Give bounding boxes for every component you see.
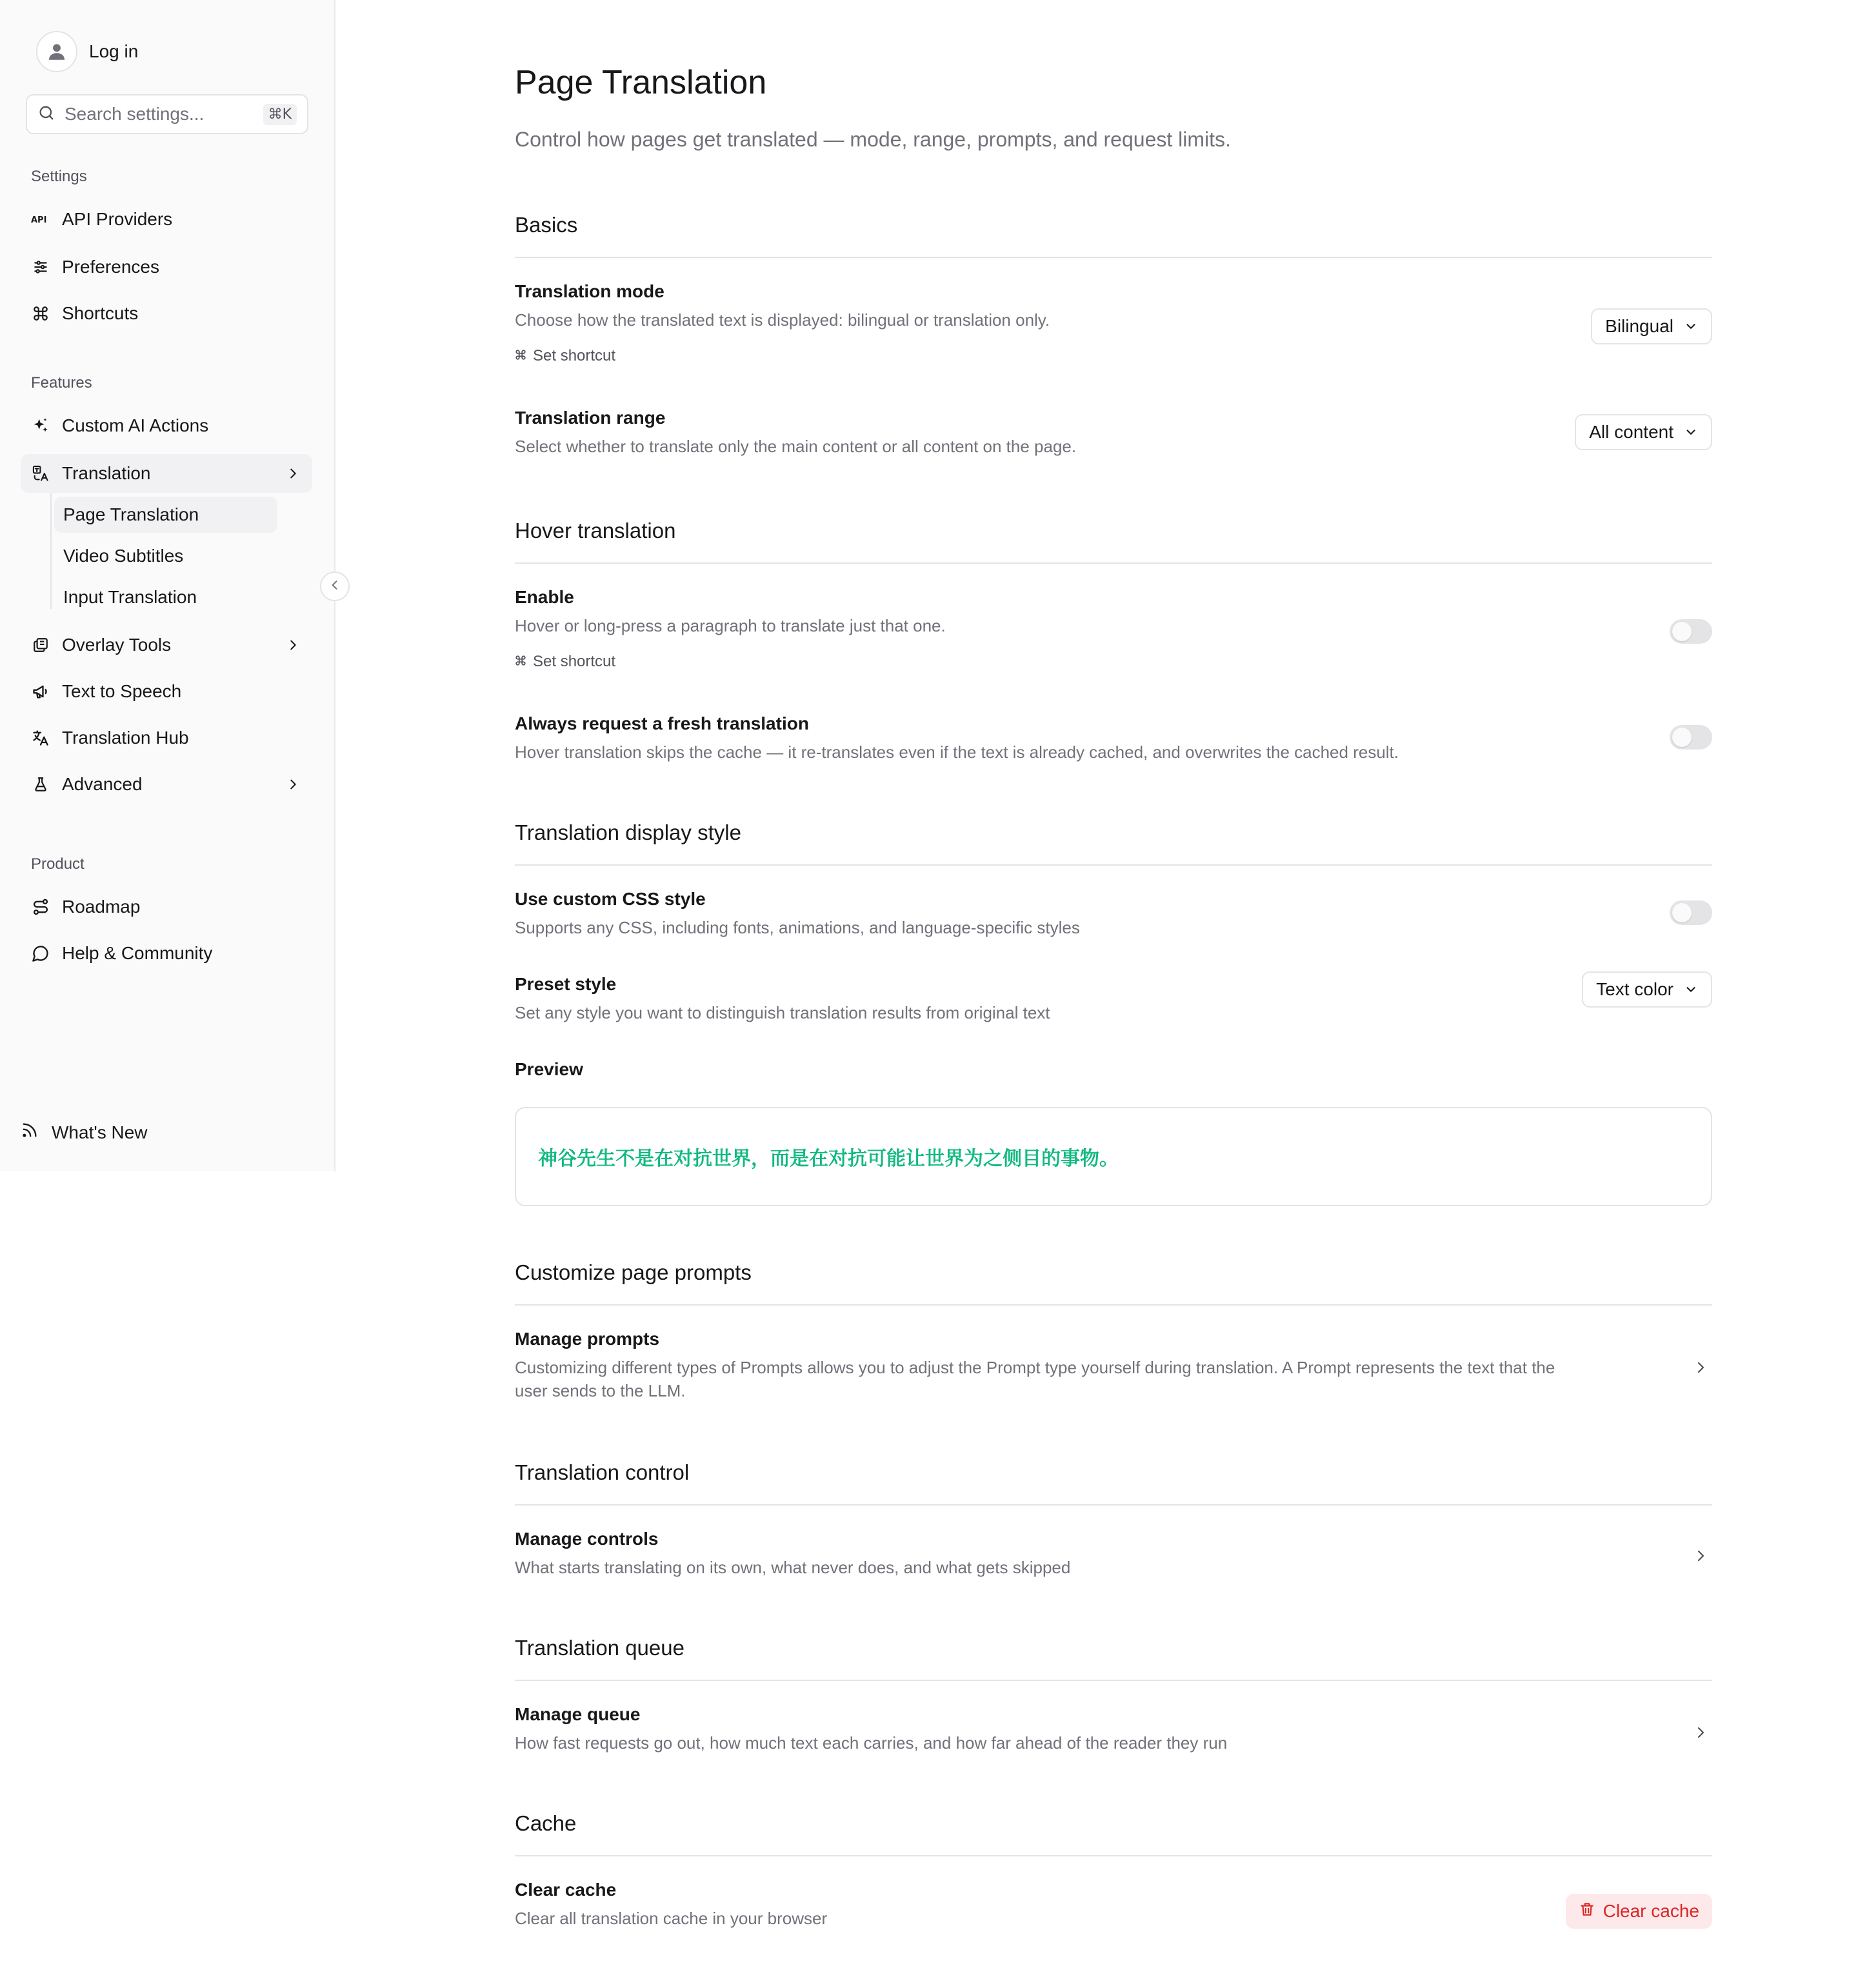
translation-range-select[interactable] [1575,414,1712,450]
hover-enable-label: Enable [515,587,574,607]
section-divider [515,1680,1712,1681]
clear-cache-desc: Clear all translation cache in your browser [515,1909,828,1928]
set-shortcut-label: Set shortcut [533,347,616,364]
sidebar-item-label: Text to Speech [62,681,182,701]
toggle-knob [1672,903,1692,922]
custom-css-toggle[interactable] [1670,900,1712,925]
search-shortcut-badge: ⌘K [263,104,297,125]
languages-icon [31,728,50,748]
flask-icon [31,775,50,794]
custom-css-label: Use custom CSS style [515,889,706,909]
sidebar-item-label: Overlay Tools [62,635,172,655]
chevron-right-icon [284,464,302,482]
sidebar-item-label: Advanced [62,774,143,794]
whats-new-link[interactable] [21,1121,148,1144]
login-label: Log in [89,41,139,61]
search-icon [37,104,55,125]
translation-range-label: Translation range [515,408,666,428]
chat-icon [31,944,50,963]
sidebar-subitem-input-translation[interactable]: Input Translation [63,587,197,607]
sidebar-item-text-to-speech[interactable] [21,672,312,711]
sidebar-item-advanced[interactable] [21,765,312,804]
section-divider [515,257,1712,258]
set-shortcut-label: Set shortcut [533,653,616,670]
preset-style-desc: Set any style you want to distinguish translation results from original text [515,1003,1050,1022]
sidebar-item-label: Shortcuts [62,303,139,323]
clear-cache-label: Clear cache [515,1880,617,1900]
command-icon [515,653,526,671]
fresh-translation-toggle[interactable] [1670,725,1712,750]
toggle-knob [1672,622,1692,641]
chevron-right-icon [284,775,302,793]
sidebar-item-overlay-tools[interactable] [21,626,312,664]
translation-mode-label: Translation mode [515,281,664,301]
clear-cache-button[interactable] [1566,1894,1712,1929]
section-divider [515,1304,1712,1306]
user-avatar-icon [36,31,77,72]
manage-queue-label: Manage queue [515,1704,641,1724]
sidebar-item-custom-ai-actions[interactable] [21,406,312,445]
sidebar-item-label: Roadmap [62,897,141,917]
sliders-icon [31,257,50,277]
preview-label: Preview [515,1059,583,1079]
sidebar-item-label: Translation Hub [62,728,189,748]
section-title-control: Translation control [515,1460,690,1484]
section-divider [515,864,1712,866]
chevron-down-icon [1684,319,1698,333]
section-divider [515,562,1712,564]
group-label-features: Features [31,374,92,392]
sidebar-item-roadmap[interactable] [21,888,312,926]
preview-text: 神谷先生不是在对抗世界，而是在对抗可能让世界为之侧目的事物。 [538,1148,1119,1170]
manage-controls-desc: What starts translating on its own, what never does, and what gets skipped [515,1558,1071,1577]
select-value: Text color [1596,979,1673,999]
hover-enable-toggle[interactable] [1670,619,1712,644]
custom-css-desc: Supports any CSS, including fonts, animations, and language-specific styles [515,918,1080,937]
hover-set-shortcut[interactable] [515,653,615,671]
sidebar-subitem-page-translation[interactable]: Page Translation [54,497,277,533]
api-icon [31,210,50,229]
section-title-prompts: Customize page prompts [515,1260,752,1284]
svg-text:API: API [31,215,47,225]
fresh-translation-desc: Hover translation skips the cache — it re-translates even if the text is already cached, and overwrites the cached result. [515,742,1399,762]
page-subtitle: Control how pages get translated — mode, range, prompts, and request limits. [515,128,1231,151]
subtree-line [50,493,52,609]
chevron-right-icon [284,636,302,654]
whats-new-label: What's New [52,1122,148,1142]
chevron-right-icon[interactable] [1689,1356,1712,1379]
section-title-cache: Cache [515,1811,577,1835]
hover-enable-desc: Hover or long-press a paragraph to translate just that one. [515,616,946,635]
toggle-knob [1672,728,1692,747]
translation-range-desc: Select whether to translate only the main content or all content on the page. [515,437,1077,456]
trash-icon [1579,1901,1595,1922]
select-value: All content [1589,422,1673,442]
sidebar-item-label: Preferences [62,257,159,277]
page-title: Page Translation [515,64,767,101]
search-input[interactable] [65,104,263,124]
section-title-queue: Translation queue [515,1636,684,1660]
chevron-left-icon [328,579,341,595]
section-divider [515,1504,1712,1506]
sidebar [0,0,335,1171]
sidebar-subitem-video-subtitles[interactable]: Video Subtitles [63,546,184,566]
translation-mode-desc: Choose how the translated text is displayed: bilingual or translation only. [515,310,1050,330]
chevron-right-icon[interactable] [1689,1544,1712,1567]
manage-controls-label: Manage controls [515,1529,659,1549]
preview-box [515,1107,1712,1206]
section-title-basics: Basics [515,213,578,237]
sidebar-item-help-community[interactable] [21,934,312,973]
sidebar-item-label: Translation [62,463,151,483]
sidebar-item-label: Help & Community [62,943,213,963]
preset-style-select[interactable] [1582,971,1712,1008]
section-divider [515,1855,1712,1856]
search-box[interactable] [26,94,308,134]
preset-style-label: Preset style [515,974,617,994]
section-title-display: Translation display style [515,820,741,844]
clear-cache-button-label: Clear cache [1603,1901,1699,1921]
group-label-settings: Settings [31,168,87,185]
manage-prompts-desc: Customizing different types of Prompts allows you to adjust the Prompt type yourself during translation. A Prompt represents the text that the user sends to the LLM. [515,1358,1555,1400]
sparkles-icon [31,416,50,435]
fresh-translation-label: Always request a fresh translation [515,713,809,733]
chevron-down-icon [1684,425,1698,439]
section-title-hover: Hover translation [515,519,676,542]
translate-icon [31,464,50,483]
sidebar-item-label: Custom AI Actions [62,415,209,435]
megaphone-icon [31,682,50,701]
command-icon [515,347,526,365]
translation-mode-select[interactable] [1591,308,1712,344]
collapse-sidebar-button[interactable] [320,572,350,601]
login-button[interactable] [36,31,138,72]
sidebar-item-shortcuts[interactable] [21,294,312,333]
sidebar-item-api-providers[interactable] [21,200,312,239]
sidebar-item-preferences[interactable] [21,248,312,286]
group-label-product: Product [31,855,85,873]
layers-icon [31,635,50,655]
command-icon [31,304,50,323]
sidebar-item-translation-hub[interactable] [21,719,312,757]
chevron-right-icon[interactable] [1689,1721,1712,1744]
chevron-down-icon [1684,982,1698,997]
rss-icon [21,1121,39,1144]
manage-queue-desc: How fast requests go out, how much text each carries, and how far ahead of the reader they run [515,1733,1228,1753]
sidebar-item-translation[interactable] [21,454,312,493]
sidebar-item-label: API Providers [62,209,173,229]
translation-mode-set-shortcut[interactable] [515,347,615,365]
select-value: Bilingual [1605,316,1673,336]
route-icon [31,897,50,917]
manage-prompts-label: Manage prompts [515,1329,660,1349]
